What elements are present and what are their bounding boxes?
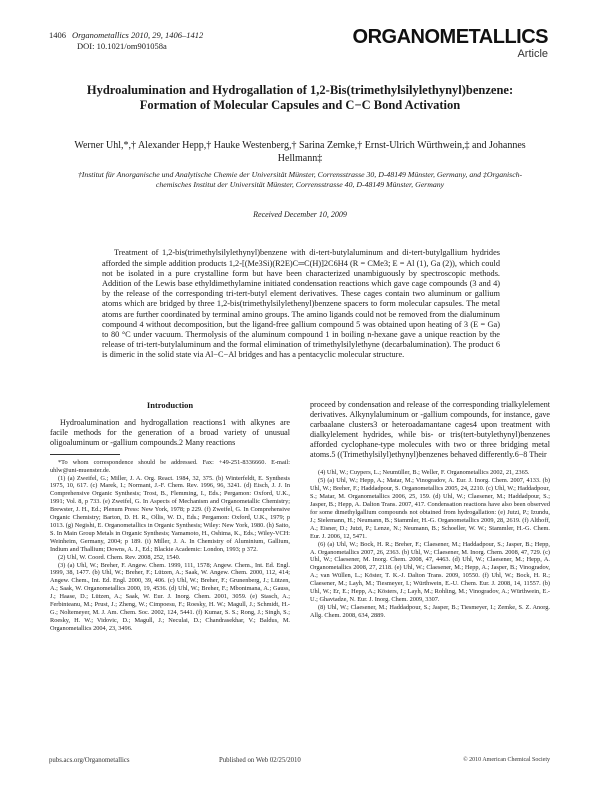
published-date: Published on Web 02/25/2010 bbox=[219, 757, 301, 764]
section-heading-introduction: Introduction bbox=[146, 400, 194, 410]
affiliations: †Institut für Anorganische und Analytische Chemie der Universität Münster, Corrensstrasse 30, D-48149 Münster, Germany, and ‡Organisch-chemisches Institut der Universität Münster, Corrensstrasse 40, D-48149 Münster, Germany bbox=[77, 170, 523, 189]
journal-logo bbox=[353, 26, 548, 60]
article-type-label: Article bbox=[517, 48, 548, 60]
journal-logo-text: ORGANOMETALLICS bbox=[352, 26, 548, 48]
footnote: (4) Uhl, W.; Cuypers, L.; Neumüller, B.; Weller, F. Organometallics 2002, 21, 2365. bbox=[318, 469, 530, 477]
journal-citation: Organometallics 2010, 29, 1406–1412 bbox=[72, 30, 204, 40]
page-number: 1406 bbox=[49, 30, 66, 40]
footnote-divider bbox=[50, 454, 120, 455]
doi[interactable]: DOI: 10.1021/om901058a bbox=[77, 41, 167, 51]
footnote: (8) Uhl, W.; Claesener, M.; Haddadpour, S.; Jasper, B.; Tiesmeyer, I.; Zemke, S. Z. Anorg. Allg. Chem. 2008, 634, 2889. bbox=[310, 603, 550, 619]
footnotes-left bbox=[50, 459, 290, 633]
footnote: *To whom correspondence should be addressed. Fax: +49-251-8336660. E-mail: uhlw@uni-muenster.de. bbox=[50, 458, 290, 474]
journal-url[interactable]: pubs.acs.org/Organometallics bbox=[49, 757, 130, 764]
article-title: Hydroalumination and Hydrogallation of 1,2-Bis(trimethylsilylethynyl)benzene: Formation of Molecular Capsules and C−C Bond Activation bbox=[86, 83, 514, 112]
right-column bbox=[310, 400, 550, 620]
left-column bbox=[50, 400, 290, 633]
abstract: Treatment of 1,2-bis(trimethylsilylethynyl)benzene with di-tert-butylaluminum and di-tert-butylgallium hydrides afforded the simple addition products 1,2-[(Me3Si)(R2E)C═C(H)]2C6H4 (R = CMe3; E = Al (1), Ga (2)), which could not be isolated in a pure crystalline form but have been characterized unambiguously by spectroscopic methods. Addition of the Lewis base ethyldimethylamine initiated condensation reactions which gave cage compounds (3 and 4) by the release of the corresponding tri-tert-butyl element derivatives. These cages contain two aluminum or gallium atoms which are bridged by three 1,2-bis(trimethylsilylethenyl)benzene spacers to form molecular capsules. The metal atoms are further coordinated by terminal amino groups. The amino ligands could not be removed from the dialuminum compound 4 without decomposition, but the ligand-free gallium compound 5 was obtained upon heating of 3 (E = Ga) to 80 °C under vacuum. Thermolysis of the aluminum compound 1 in boiling n-hexane gave a unique reaction by the release of tri-tert-butylaluminum and the formal elimination of trimethylsilylethyne (decarbalumination). The product 6 is dimeric in the solid state via Al−C−Al bridges and has a pentacyclic molecular structure. bbox=[102, 248, 500, 360]
running-header bbox=[49, 30, 203, 52]
footnote: (6) (a) Uhl, W.; Bock, H. R.; Breher, F.; Claesener, M.; Haddadpour, S.; Jasper, B.; Hepp, A. Organometallics 2007, 26, 2363. (b) Uhl, W.; Claesener, M. Inorg. Chem. 2008, 47, 729. (c) Uhl, W.; Claesener, M. Inorg. Chem. 2008, 47, 4463. (d) Uhl, W.; Claesener, M.; Hepp, A. Organometallics 2008, 27, 2118. (e) Uhl, W.; Claesener, M.; Hepp, A.; Jasper, B.; Vinogradov, A.; van Wüllen, L.; Köster, T. K.-J. Dalton Trans. 2009, 10550. (f) Uhl, W.; Bock, H. R.; Claesener, M.; Layh, M.; Tiesmeyer, I.; Würthwein, E.-U. Chem. Eur. J. 2008, 14, 11557. (b) Uhl, W.; Er, E.; Hepp, A.; Kösters, J.; Layh, M.; Rohling, M.; Vinogradov, A.; Würthwein, E.-U.; Ghavtadze, N. Eur. J. Inorg. Chem. 2009, 3307. bbox=[310, 540, 550, 603]
footnotes-right bbox=[310, 469, 550, 619]
footnote: (3) (a) Uhl, W.; Breher, F. Angew. Chem. 1999, 111, 1578; Angew. Chem., Int. Ed. Engl. 1999, 38, 1477. (b) Uhl, W.; Breher, F.; Lützen, A.; Saak, W. Angew. Chem. 2000, 112, 414; Angew. Chem., Int. Ed. Engl. 2000, 39, 406. (c) Uhl, W.; Breher, F.; Grunenberg, J.; Lützen, A.; Saak, W. Organometallics 2000, 19, 4536. (d) Uhl, W.; Breher, F.; Mbonimana, A.; Gauss, J.; Haase, D.; Lützen, A.; Saak, W. Eur. J. Inorg. Chem. 2001, 3059. (e) Stasch, A.; Ferbinteanu, M.; Prust, J.; Zheng, W.; Cimpoesu, F.; Roesky, H. W.; Magull, J.; Schmidt, H.-G.; Noltemeyer, M. J. Am. Chem. Soc. 2002, 124, 5441. (f) Kumar, S. S.; Rong, J.; Singh, S.; Roesky, H. W.; Vidovic, D.; Magull, J.; Neculai, D.; Chandrasekhar, V.; Baldus, M. Organometallics 2004, 23, 3496. bbox=[50, 561, 290, 632]
author-list: Werner Uhl,*,† Alexander Hepp,† Hauke Westenberg,† Sarina Zemke,† Ernst-Ulrich Würthwein,‡ and Johannes Hellmann‡ bbox=[74, 140, 526, 164]
received-date: Received December 10, 2009 bbox=[253, 210, 347, 219]
footnote: (5) (a) Uhl, W.; Hepp, A.; Matar, M.; Vinogradov, A. Eur. J. Inorg. Chem. 2007, 4133. (b) Uhl, W.; Breher, F.; Haddadpour, S. Organometallics 2005, 24, 2210. (c) Uhl, W.; Haddadpour, S.; Matar, M. Organometallics 2006, 25, 159. (d) Uhl, W.; Claesener, M.; Haddadpour, S.; Jasper, B.; Hepp, A. Dalton Trans. 2007, 417. Condensation reactions have also been observed for some dimethylgallium compounds not obtained from hydrogallation: (e) Jutzi, P.; Izundu, J.; Sielemann, H.; Neumann, B.; Stammler, H.-G. Organometallics 2009, 28, 2619. (f) Althoff, A.; Eisner, D.; Jutzi, P.; Lenze, N.; Neumann, B.; Schoeller, W. W.; Stammler, H.-G. Chem. Eur. J. 2006, 12, 5471. bbox=[310, 477, 550, 540]
footnote: (1) (a) Zweifel, G.; Miller, J. A. Org. React. 1984, 32, 375. (b) Winterfeldt, E. Synthesis 1975, 10, 617. (c) Marek, I.; Normant, J.-F. Chem. Rev. 1996, 96, 3241. (d) Eisch, J. J. In Comprehensive Organic Synthesis; Trost, B., Flemming, I., Eds.; Pergamon: Oxford, U.K., 1991; Vol. 8, p 733. (e) Zweifel, G. In Aspects of Mechanism and Organometallic Chemistry; Brewster, J. H., Ed.; Plenum Press: New York, 1978; p 229. (f) Zweifel, G. In Comprehensive Organic Chemistry; Barton, D. H. R., Ollis, W. D., Eds.; Pergamon: Oxford, U.K., 1979; p 1013. (g) Negishi, E. Organometallics in Organic Synthesis; Wiley: New York, 1980. (h) Saito, S. In Main Group Metals in Organic Synthesis; Yamamoto, H., Oshima, K., Eds.; Wiley-VCH: Weinheim, Germany, 2004; p 189. (i) Miller, J. A. In Chemistry of Aluminium, Gallium, Indium and Thallium; Downs, A. J., Ed.; Blackie Academic: London, 1993; p 372. bbox=[50, 474, 290, 553]
intro-paragraph-left: Hydroalumination and hydrogallation reactions1 with alkynes are facile methods for the generation of a broad variety of unusual oligoaluminum or -gallium compounds.2 Many reactions bbox=[50, 418, 290, 447]
footnote: (2) Uhl, W. Coord. Chem. Rev. 2008, 252, 1540. bbox=[58, 553, 181, 561]
copyright: © 2010 American Chemical Society bbox=[463, 757, 550, 763]
intro-paragraph-right: proceed by condensation and release of the corresponding trialkylelement derivatives. Alkynylaluminum or -gallium compounds, for instance, gave carbaalane clusters3 or heteroadamantane cages4 upon treatment with dialkylelement hydrides, while bis- or tris(tert-butylethynyl)benzenes afforded cyclophane-type molecules with two or three bridging metal atoms.5 ((Trimethylsilyl)ethynyl)benzenes behaved differently.6−8 Their bbox=[310, 400, 550, 459]
